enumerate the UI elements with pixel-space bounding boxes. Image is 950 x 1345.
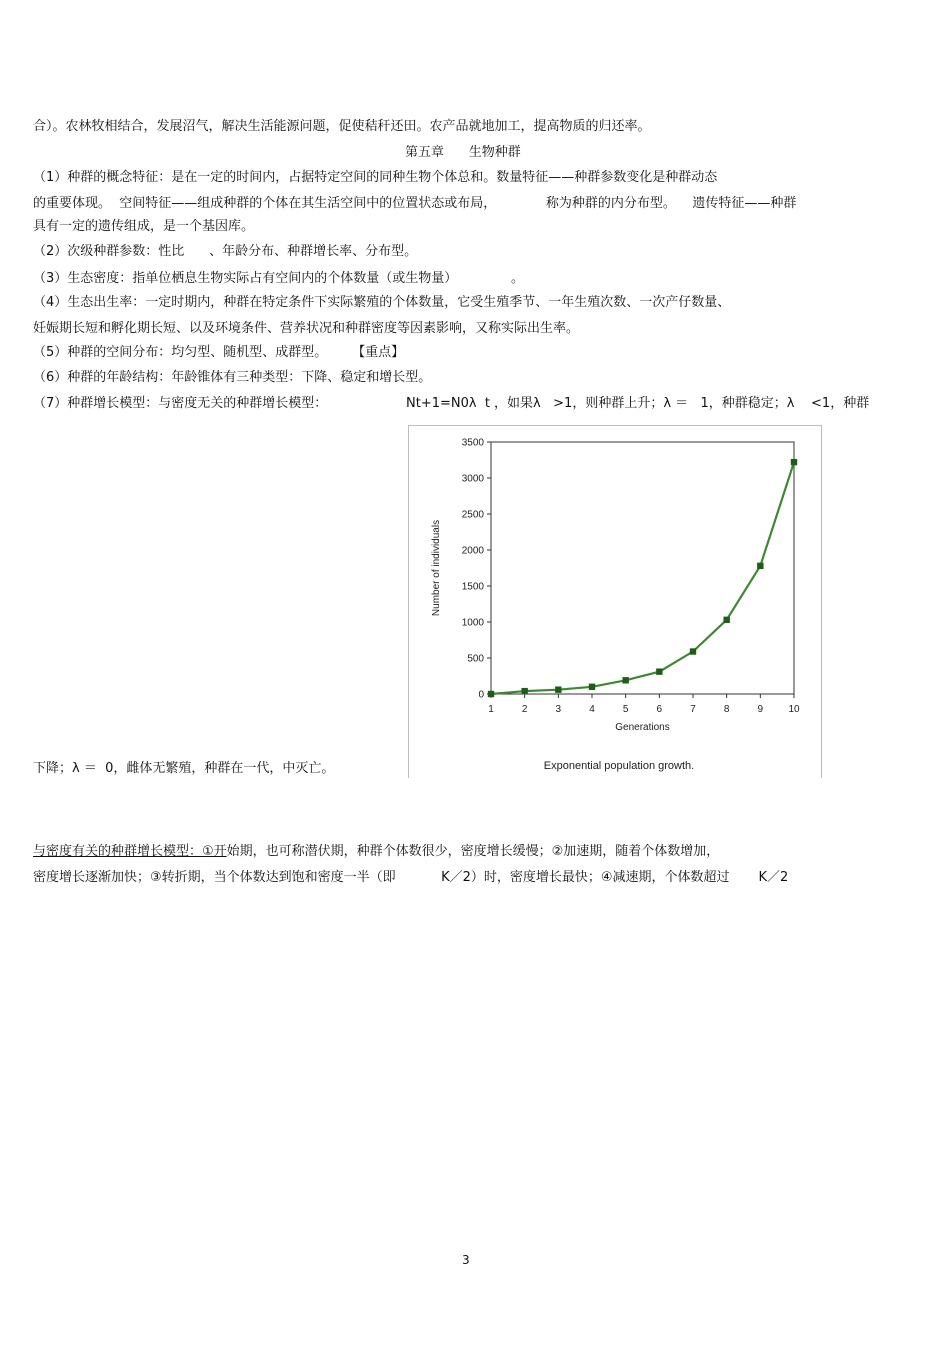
data-point: [555, 686, 561, 692]
plot-frame: [491, 442, 794, 694]
paragraph-line: （2）次级种群参数：性比 、年龄分布、种群增长率、分布型。: [33, 244, 418, 259]
data-point: [589, 684, 595, 690]
x-tick-label: 10: [788, 704, 800, 715]
growth-chart: [408, 425, 822, 778]
data-point: [791, 459, 797, 465]
y-tick-label: 3000: [461, 473, 484, 485]
x-tick-label: 2: [521, 704, 528, 715]
chart-caption: Exponential population growth.: [543, 760, 695, 772]
y-tick-label: 1500: [461, 581, 484, 593]
series-line: [491, 462, 794, 694]
y-tick-label: 0: [478, 689, 484, 701]
x-tick-label: 8: [723, 704, 730, 715]
x-tick-label: 3: [555, 704, 562, 715]
y-tick-label: 3500: [461, 437, 484, 449]
y-axis-label: Number of individuals: [431, 519, 442, 617]
paragraph-line: 妊娠期长短和孵化期长短、以及环境条件、营养状况和种群密度等因素影响，又称实际出生率。: [33, 321, 580, 336]
data-point: [488, 691, 494, 697]
y-tick-label: 500: [467, 653, 484, 665]
page-number: 3: [462, 1253, 470, 1267]
chapter-title: 第五章 生物种群: [405, 145, 521, 160]
x-tick-label: 5: [622, 704, 629, 715]
data-point: [521, 688, 527, 694]
x-tick-label: 4: [589, 704, 595, 715]
data-point: [622, 677, 628, 683]
x-axis-label: Generations: [615, 722, 670, 733]
y-tick-label: 2000: [461, 545, 484, 557]
paragraph-line: （6）种群的年龄结构：年龄锥体有三种类型：下降、稳定和增长型。: [33, 370, 432, 385]
x-tick-label: 6: [656, 704, 663, 715]
data-point: [656, 668, 662, 674]
y-tick-label: 2500: [461, 509, 484, 521]
paragraph-line: （7）种群增长模型：与密度无关的种群增长模型：: [33, 396, 328, 411]
paragraph-line: [33, 843, 719, 861]
paragraph-text: 始期，也可称潜伏期，种群个体数很少，密度增长缓慢；②加速期，随着个体数增加，: [226, 844, 720, 859]
x-tick-label: 1: [488, 704, 494, 715]
paragraph-line: 的重要体现。 空间特征——组成种群的个体在其生活空间中的位置状态或布局， 称为种群的内分布型。 遗传特征——种群: [33, 196, 797, 211]
data-point: [690, 648, 696, 654]
paragraph-line: （3）生态密度：指单位栖息生物实际占有空间内的个体数量（或生物量） 。: [33, 271, 524, 286]
paragraph-line: 具有一定的遗传组成，是一个基因库。: [33, 219, 255, 234]
underlined-heading: 与密度有关的种群增长模型：①开: [33, 844, 227, 859]
paragraph-line: （1）种群的概念特征：是在一定的时间内，占据特定空间的同种生物个体总和。数量特征——种群参数变化是种群动态: [33, 170, 718, 185]
data-point: [757, 563, 763, 569]
paragraph-line: （5）种群的空间分布：均匀型、随机型、成群型。 【重点】: [33, 345, 405, 360]
paragraph-line: 合）。农林牧相结合，发展沼气，解决生活能源问题，促使秸秆还田。农产品就地加工，提高物质的归还率。: [33, 119, 651, 134]
x-tick-label: 9: [757, 704, 764, 715]
paragraph-line: （4）生态出生率：一定时期内，种群在特定条件下实际繁殖的个体数量，它受生殖季节、一年生殖次数、一次产仔数量、: [33, 295, 731, 310]
chart-svg: [409, 426, 821, 778]
formula-line: Nt+1=N0λ t ，如果λ >1，则种群上升；λ ＝ 1，种群稳定；λ <1，种群: [406, 396, 870, 411]
data-point: [723, 617, 729, 623]
paragraph-line: 密度增长逐渐加快；③转折期，当个体数达到饱和密度一半（即 K／2）时，密度增长最快；④减速期，个体数超过 K／2: [33, 870, 789, 885]
y-tick-label: 1000: [461, 617, 484, 629]
x-tick-label: 7: [690, 704, 696, 715]
paragraph-line: 下降；λ ＝ 0，雌体无繁殖，种群在一代，中灭亡。: [33, 761, 335, 776]
